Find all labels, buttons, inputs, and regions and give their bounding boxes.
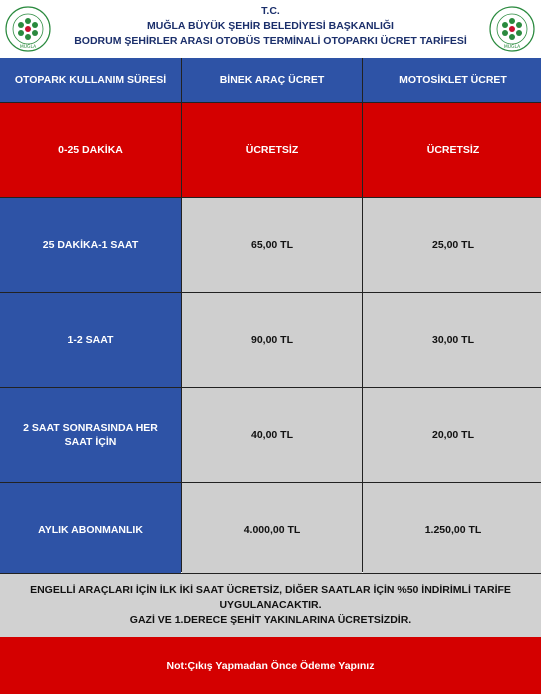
municipality-seal-icon xyxy=(489,6,535,52)
column-header-duration: OTOPARK KULLANIM SÜRESİ xyxy=(0,58,181,102)
title-line-1: T.C. xyxy=(261,5,280,17)
note-line-1: ENGELLİ ARAÇLARI İÇİN İLK İKİ SAAT ÜCRETSİZ, DİĞER SAATLAR İÇİN %50 İNDİRİMLİ TARİFE xyxy=(30,584,511,596)
tariff-table xyxy=(0,58,541,572)
title-line-3: BODRUM ŞEHİRLER ARASI OTOBÜS TERMİNALİ OTOPARKI ÜCRET TARİFESİ xyxy=(74,35,467,47)
note-line-2: UYGULANACAKTIR. xyxy=(219,599,322,611)
table-row-car-fee: 65,00 TL xyxy=(182,198,362,292)
table-row-moto-fee: 1.250,00 TL xyxy=(363,483,541,577)
table-row-moto-fee: 20,00 TL xyxy=(363,388,541,482)
table-row-car-fee: 90,00 TL xyxy=(182,293,362,387)
table-row-car-fee: 40,00 TL xyxy=(182,388,362,482)
table-row-duration: 25 DAKİKA-1 SAAT xyxy=(0,198,181,292)
seal-bottom-text: MUĞLA xyxy=(503,45,521,50)
column-header-moto: MOTOSİKLET ÜCRET xyxy=(363,58,541,102)
table-row-duration: AYLIK ABONMANLIK xyxy=(0,483,181,577)
table-row-car-fee: ÜCRETSİZ xyxy=(182,103,362,197)
table-row-moto-fee: 30,00 TL xyxy=(363,293,541,387)
document-header xyxy=(0,0,541,58)
table-row-moto-fee: 25,00 TL xyxy=(363,198,541,292)
title-line-2: MUĞLA BÜYÜK ŞEHİR BELEDİYESİ BAŞKANLIĞI xyxy=(147,20,394,32)
note-line-3: GAZİ VE 1.DERECE ŞEHİT YAKINLARINA ÜCRETSİZDİR. xyxy=(129,614,412,626)
payment-reminder: Not:Çıkış Yapmadan Önce Ödeme Yapınız xyxy=(0,637,541,694)
table-row-car-fee: 4.000,00 TL xyxy=(182,483,362,577)
table-row-moto-fee: ÜCRETSİZ xyxy=(363,103,541,197)
table-row-duration: 1-2 SAAT xyxy=(0,293,181,387)
table-row-duration: 2 SAAT SONRASINDA HER SAAT İÇİN xyxy=(0,388,181,482)
municipality-seal-icon xyxy=(5,6,51,52)
discount-notes xyxy=(0,573,541,637)
document-title xyxy=(62,4,479,49)
table-row-duration: 0-25 DAKİKA xyxy=(0,103,181,197)
column-header-car: BİNEK ARAÇ ÜCRET xyxy=(182,58,362,102)
seal-bottom-text: MUĞLA xyxy=(19,45,37,50)
